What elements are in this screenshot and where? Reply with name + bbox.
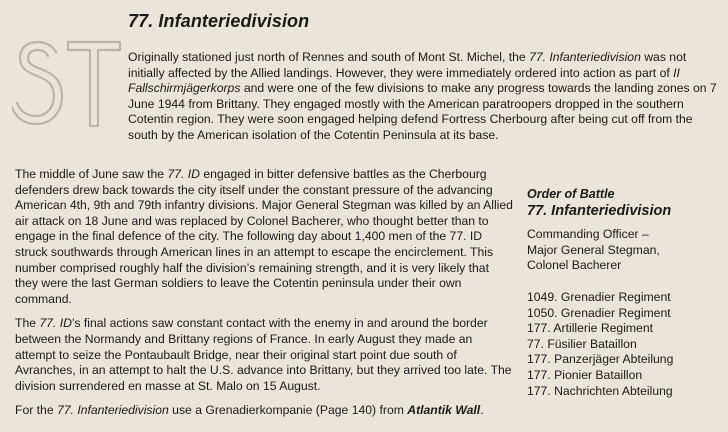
unit-item: 1050. Grenadier Regiment [527,305,671,320]
body-paragraph-game-note: For the 77. Infanteriedivision use a Grenadierkompanie (Page 140) from Atlantik Wall. [15,403,484,418]
unit-item: 77. Füsilier Bataillon [527,336,637,351]
intro-paragraph: Originally stationed just north of Rennes and south of Mont St. Michel, the 77. Infanteriedivision was not initially affected by the Allied landings. However, they were immediately ordered into action as part of II Fallschirmjägerkorps and were one of the few divisions to make any progress towards the landing zones on 7 June 1944 from Brittany. They engaged mostly with the American paratroopers dropped in the southern Cotentin region. They were soon engaged helping defend Fortress Cherbourg after being cut off from the south by the American isolation of the Cotentin Peninsula at its base. [128,50,717,142]
commanding-officer: Commanding Officer – Major General Stegman, Colonel Bacherer [527,227,660,273]
body-paragraph-june: The middle of June saw the 77. ID engaged in bitter defensive battles as the Cherbourg defenders drew back towards the city itself under the constant pressure of the advancing American 4th, 9th and 79th infantry divisions. Major General Stegman was killed by an Allied air attack on 18 June and was replaced by Colonel Bacherer, who thought better than to engage in the final defence of the city. The following day about 1,400 men of the 77. ID struck southwards through American lines in an attempt to escape the encirclement. This number comprised roughly half the division’s remaining strength, and it is very likely that they were the last German soldiers to leave the Cotentin peninsula under their own command. [15,167,513,306]
body-paragraph-final-actions: The 77. ID’s final actions saw constant contact with the enemy in and around the border between the Normandy and Brittany regions of France. In early August they made an attempt to seize the Pontaubault Bridge, near their original start point due south of Avranches, in an attempt to halt the U.S. advance into Brittany, but they arrived too late. The division surrendered en masse at St. Malo on 15 August. [15,316,512,393]
unit-item: 1049. Grenadier Regiment [527,289,671,304]
main-text-column [15,167,513,428]
unit-list [527,290,723,399]
unit-item: 177. Pionier Bataillon [527,367,643,382]
order-of-battle-sidebar [527,187,723,399]
stencil-st-logo [12,36,122,132]
unit-item: 177. Nachrichten Abteilung [527,383,673,398]
unit-item: 177. Panzerjäger Abteilung [527,352,674,367]
oob-title: 77. Infanteriedivision [527,202,672,219]
oob-heading: Order of Battle [527,187,615,201]
page-title: 77. Infanteriedivision [128,11,310,31]
unit-item: 177. Artillerie Regiment [527,321,653,336]
